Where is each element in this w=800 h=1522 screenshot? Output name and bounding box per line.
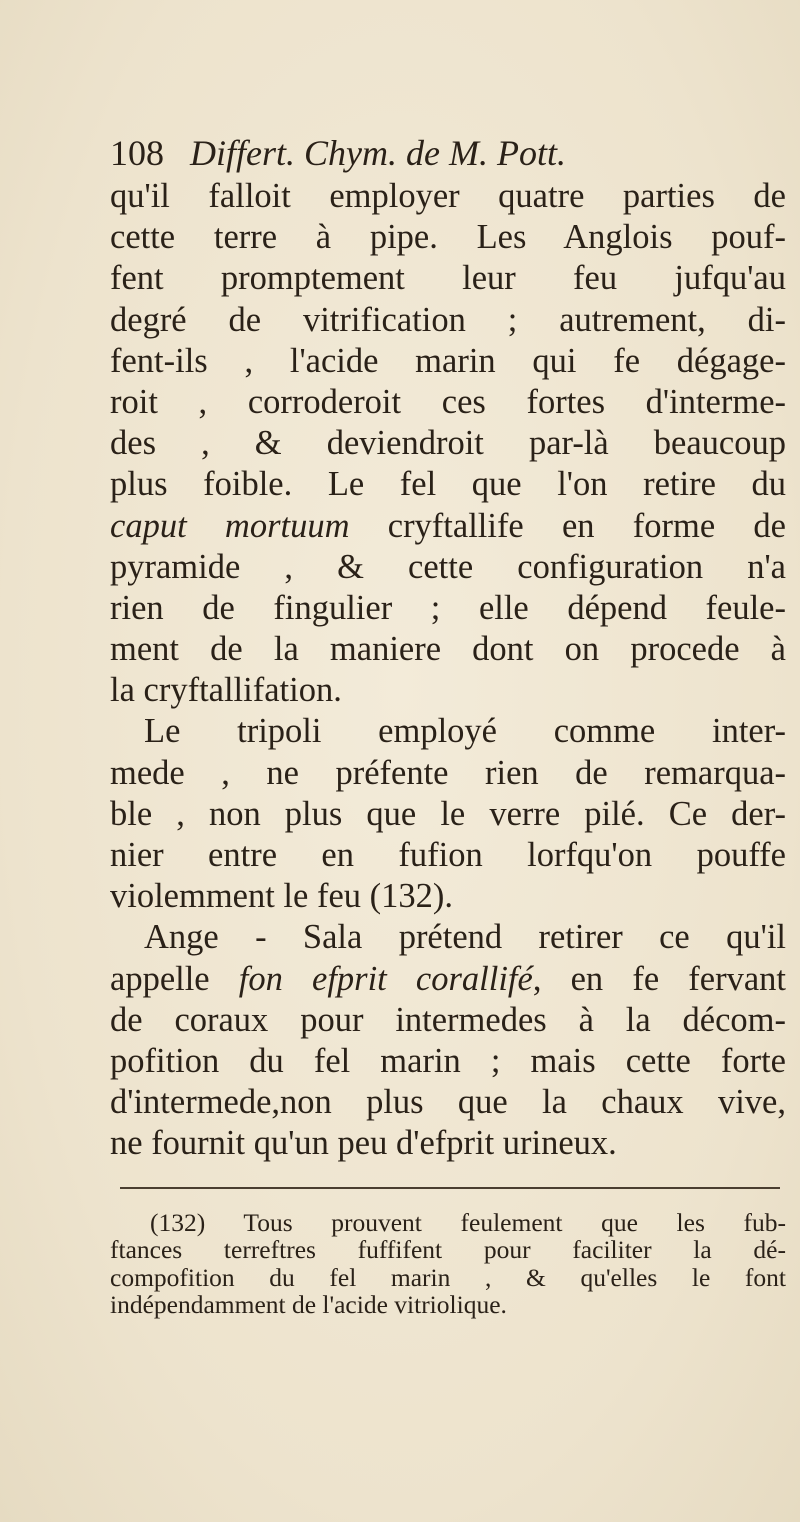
text-line: cette terre à pipe. Les Anglois pouf- <box>110 218 786 257</box>
text-line: Le tripoli employé comme inter- <box>144 712 786 751</box>
text-line: roit , corroderoit ces fortes d'interme- <box>110 382 786 421</box>
text-line: ment de la maniere dont on procede à <box>110 630 786 669</box>
text-line: pyramide , & cette configuration n'a <box>110 547 786 586</box>
text-span: cryftallife en forme de <box>349 506 786 545</box>
page-number: 108 <box>110 133 164 173</box>
text-block <box>110 130 786 1319</box>
text-span: , en fe fervant <box>532 959 786 998</box>
text-line: fent-ils , l'acide marin qui fe dégage- <box>110 341 786 380</box>
text-line: nier entre en fufion lorfqu'on pouffe <box>110 836 786 874</box>
text-line: qu'il falloit employer quatre parties de <box>110 177 786 215</box>
footnote-line: ftances terreftres fuffifent pour faciliter la dé- <box>110 1235 786 1264</box>
footnote-line: compofition du fel marin , & qu'elles le font <box>110 1262 786 1292</box>
text-line: ne fournit qu'un peu d'efprit urineux. <box>110 1124 617 1163</box>
text-line: mede , ne préfente rien de remarqua- <box>110 753 786 792</box>
text-line: ble , non plus que le verre pilé. Ce der- <box>110 794 786 833</box>
text-line: d'intermede,non plus que la chaux vive, <box>110 1083 786 1122</box>
text-line: de coraux pour intermedes à la décom- <box>110 1000 786 1039</box>
text-line <box>110 506 786 547</box>
footnote-line: indépendamment de l'acide vitriolique. <box>110 1290 507 1319</box>
paragraph-3 <box>110 917 786 1164</box>
text-line: rien de fingulier ; elle dépend feule- <box>110 588 786 627</box>
text-line: violemment le feu (132). <box>110 877 453 916</box>
italic-term: fon efprit corallifé <box>238 959 533 998</box>
running-title: Differt. Chym. de M. Pott. <box>190 133 566 173</box>
latin-term: caput mortuum <box>110 506 350 545</box>
text-line: des , & deviendroit par-là beaucoup <box>110 424 786 463</box>
footnote <box>110 1209 786 1319</box>
text-span: appelle <box>110 959 239 998</box>
running-header <box>110 130 786 176</box>
text-line <box>110 959 786 1000</box>
footnote-line: (132) Tous prouvent feulement que les fub- <box>150 1207 786 1237</box>
text-line: pofition du fel marin ; mais cette forte <box>110 1041 786 1080</box>
paragraph-1 <box>110 176 786 711</box>
text-line: la cryftallifation. <box>110 671 342 710</box>
text-line: fent promptement leur feu jufqu'au <box>110 259 786 298</box>
text-line: plus foible. Le fel que l'on retire du <box>110 465 786 504</box>
text-line: Ange - Sala prétend retirer ce qu'il <box>144 918 786 957</box>
paragraph-2 <box>110 711 786 917</box>
footnote-divider <box>120 1187 780 1189</box>
text-line: degré de vitrification ; autrement, di- <box>110 300 786 339</box>
